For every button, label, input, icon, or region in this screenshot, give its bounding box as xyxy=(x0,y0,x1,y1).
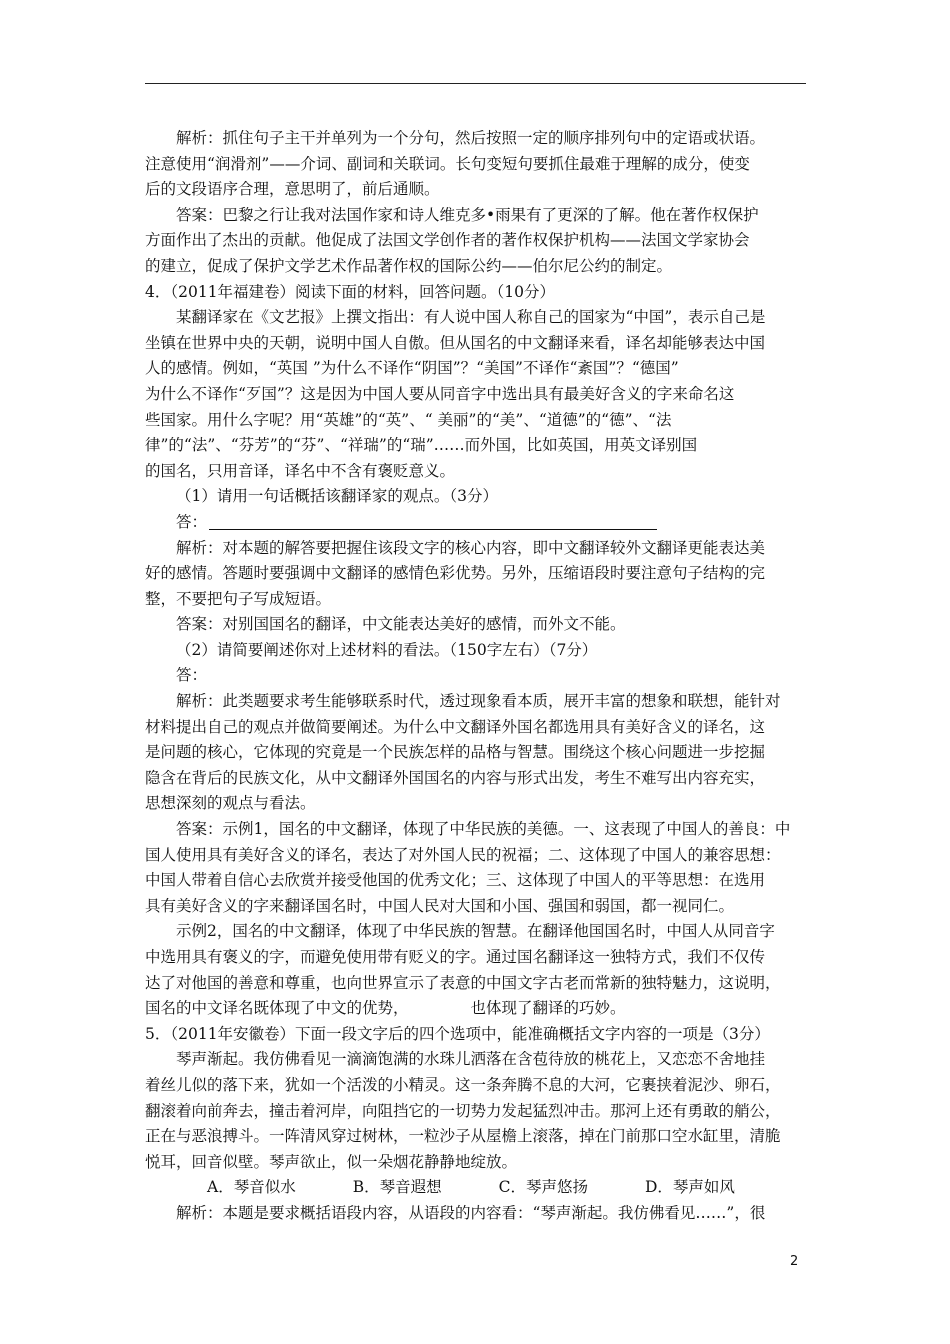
text-line: 国人使用具有美好含义的译名，表达了对外国人民的祝福；二、这体现了中国人的兼容思想： xyxy=(145,845,781,864)
text-line: 注意使用“润滑剂”——介词、副词和关联词。长句变短句要抓住最难于理解的成分，使变 xyxy=(145,154,750,173)
text-line: （2）请简要阐述你对上述材料的看法。（150字左右）（7分） xyxy=(176,640,598,659)
text-line: 方面作出了杰出的贡献。他促成了法国文学创作者的著作权保护机构——法国文学家协会 xyxy=(145,231,750,250)
text-line: 琴声渐起。我仿佛看见一滴滴饱满的水珠儿洒落在含苞待放的桃花上，又恋恋不舍地挂 xyxy=(176,1050,766,1069)
text-line: 的建立，促成了保护文学艺术作品著作权的国际公约——伯尔尼公约的制定。 xyxy=(145,256,673,275)
text-line: 5．（2011年安徽卷）下面一段文字后的四个选项中，能准确概括文字内容的一项是（3分） xyxy=(145,1024,770,1043)
text-line: 是问题的核心，它体现的究竟是一个民族怎样的品格与智慧。围绕这个核心问题进一步挖掘 xyxy=(145,743,766,762)
fill-in-underline xyxy=(209,511,657,530)
option-item: D．琴声如风 xyxy=(644,1178,735,1197)
text-line: 示例2，国名的中文翻译，体现了中华民族的智慧。在翻译他国国名时，中国人从同音字 xyxy=(176,922,775,941)
header-rule xyxy=(145,83,806,84)
option-item: C．琴声悠扬 xyxy=(498,1178,588,1197)
text-line: 翻滚着向前奔去，撞击着河岸，向阻挡它的一切势力发起猛烈冲击。那河上还有勇敢的艄公， xyxy=(145,1101,781,1120)
text-line: 中国人带着自信心去欣赏并接受他国的优秀文化；三、这体现了中国人的平等思想：在选用 xyxy=(145,871,766,890)
text-segment: 也体现了翻译的巧妙。 xyxy=(470,999,626,1018)
text-line: 为什么不译作“歹国”？这是因为中国人要从同音字中选出具有最美好含义的字来命名这 xyxy=(145,384,735,403)
text-line: 答案：巴黎之行让我对法国作家和诗人维克多•雨果有了更深的了解。他在著作权保护 xyxy=(176,205,759,224)
text-line: 答： xyxy=(176,666,208,685)
text-line: 正在与恶浪搏斗。一阵清风穿过树林，一粒沙子从屋檐上滚落，掉在门前那口空水缸里，清脆 xyxy=(145,1127,781,1146)
text-line: 达了对他国的善意和尊重，也向世界宣示了表意的中国文字古老而常新的独特魅力，这说明， xyxy=(145,973,781,992)
text-line: 整，不要把句子写成短语。 xyxy=(145,589,332,608)
text-line: 人的感情。例如，“英国 ”为什么不译作“阴国”？“美国”不译作“紊国”？“德国” xyxy=(145,359,679,378)
text-line: 律”的“法”、“芬芳”的“芬”、“祥瑞”的“瑞”……而外国，比如英国，用英文译别国 xyxy=(145,436,698,455)
text-line: 答案：对别国国名的翻译，中文能表达美好的感情，而外文不能。 xyxy=(176,615,626,634)
text-line: （1）请用一句话概括该翻译家的观点。（3分） xyxy=(176,487,498,506)
page-number: 2 xyxy=(790,1254,799,1269)
text-line: 解析：抓住句子主干并单列为一个分句，然后按照一定的顺序排列句中的定语或状语。 xyxy=(176,129,766,147)
text-line: 的国名，只用音译，译名中不含有褒贬意义。 xyxy=(145,461,456,480)
text-line: 思想深刻的观点与看法。 xyxy=(145,794,316,813)
text-line: 隐含在背后的民族文化，从中文翻译外国国名的内容与形式出发，考生不难写出内容充实， xyxy=(145,768,766,787)
text-line: 解析：对本题的解答要把握住该段文字的核心内容，即中文翻译较外文翻译更能表达美 xyxy=(176,538,766,557)
option-item: A．琴音似水 xyxy=(207,1178,296,1197)
option-item: B．琴音遐想 xyxy=(352,1178,442,1197)
text-line: 解析：此类题要求考生能够联系时代，透过现象看本质，展开丰富的想象和联想，能针对 xyxy=(176,692,781,711)
text-line: 解析：本题是要求概括语段内容，从语段的内容看：“琴声渐起。我仿佛看见……”，很 xyxy=(176,1203,766,1222)
text-line xyxy=(145,996,806,1022)
text-line: 些国家。用什么字呢？用“英雄”的“英”、“ 美丽”的“美”、“道德”的“德”、“法 xyxy=(145,410,672,429)
answer-options xyxy=(145,1175,806,1201)
text-line: 答案：示例1，国名的中文翻译，体现了中华民族的美德。一、这表现了中国人的善良：中 xyxy=(176,820,791,839)
text-line: 后的文段语序合理，意思明了，前后通顺。 xyxy=(145,180,440,199)
text-line: 着丝儿似的落下来，犹如一个活泼的小精灵。这一条奔腾不息的大河，它裹挟着泥沙、卵石， xyxy=(145,1075,781,1094)
document-body xyxy=(145,126,806,1227)
text-line: 好的感情。答题时要强调中文翻译的感情色彩优势。另外，压缩语段时要注意句子结构的完 xyxy=(145,564,766,583)
text-line: 具有美好含义的字来翻译国名时，中国人民对大国和小国、强国和弱国，都一视同仁。 xyxy=(145,896,735,915)
answer-label: 答： xyxy=(176,512,208,531)
text-line: 4．（2011年福建卷）阅读下面的材料，回答问题。（10分） xyxy=(145,282,556,301)
text-line: 材料提出自己的观点并做简要阐述。为什么中文翻译外国名都选用具有美好含义的译名，这 xyxy=(145,717,766,736)
text-line: 某翻译家在《文艺报》上撰文指出：有人说中国人称自己的国家为“中国”，表示自己是 xyxy=(176,308,766,327)
text-segment: 国名的中文译名既体现了中文的优势， xyxy=(145,999,409,1018)
text-line: 坐镇在世界中央的天朝，说明中国人自傲。但从国名的中文翻译来看，译名却能够表达中国 xyxy=(145,333,766,352)
answer-blank-line xyxy=(145,510,806,536)
text-line: 中选用具有褒义的字，而避免使用带有贬义的字。通过国名翻译这一独特方式，我们不仅传 xyxy=(145,948,766,966)
text-line: 悦耳，回音似壁。琴声欲止，似一朵烟花静静地绽放。 xyxy=(145,1152,518,1171)
